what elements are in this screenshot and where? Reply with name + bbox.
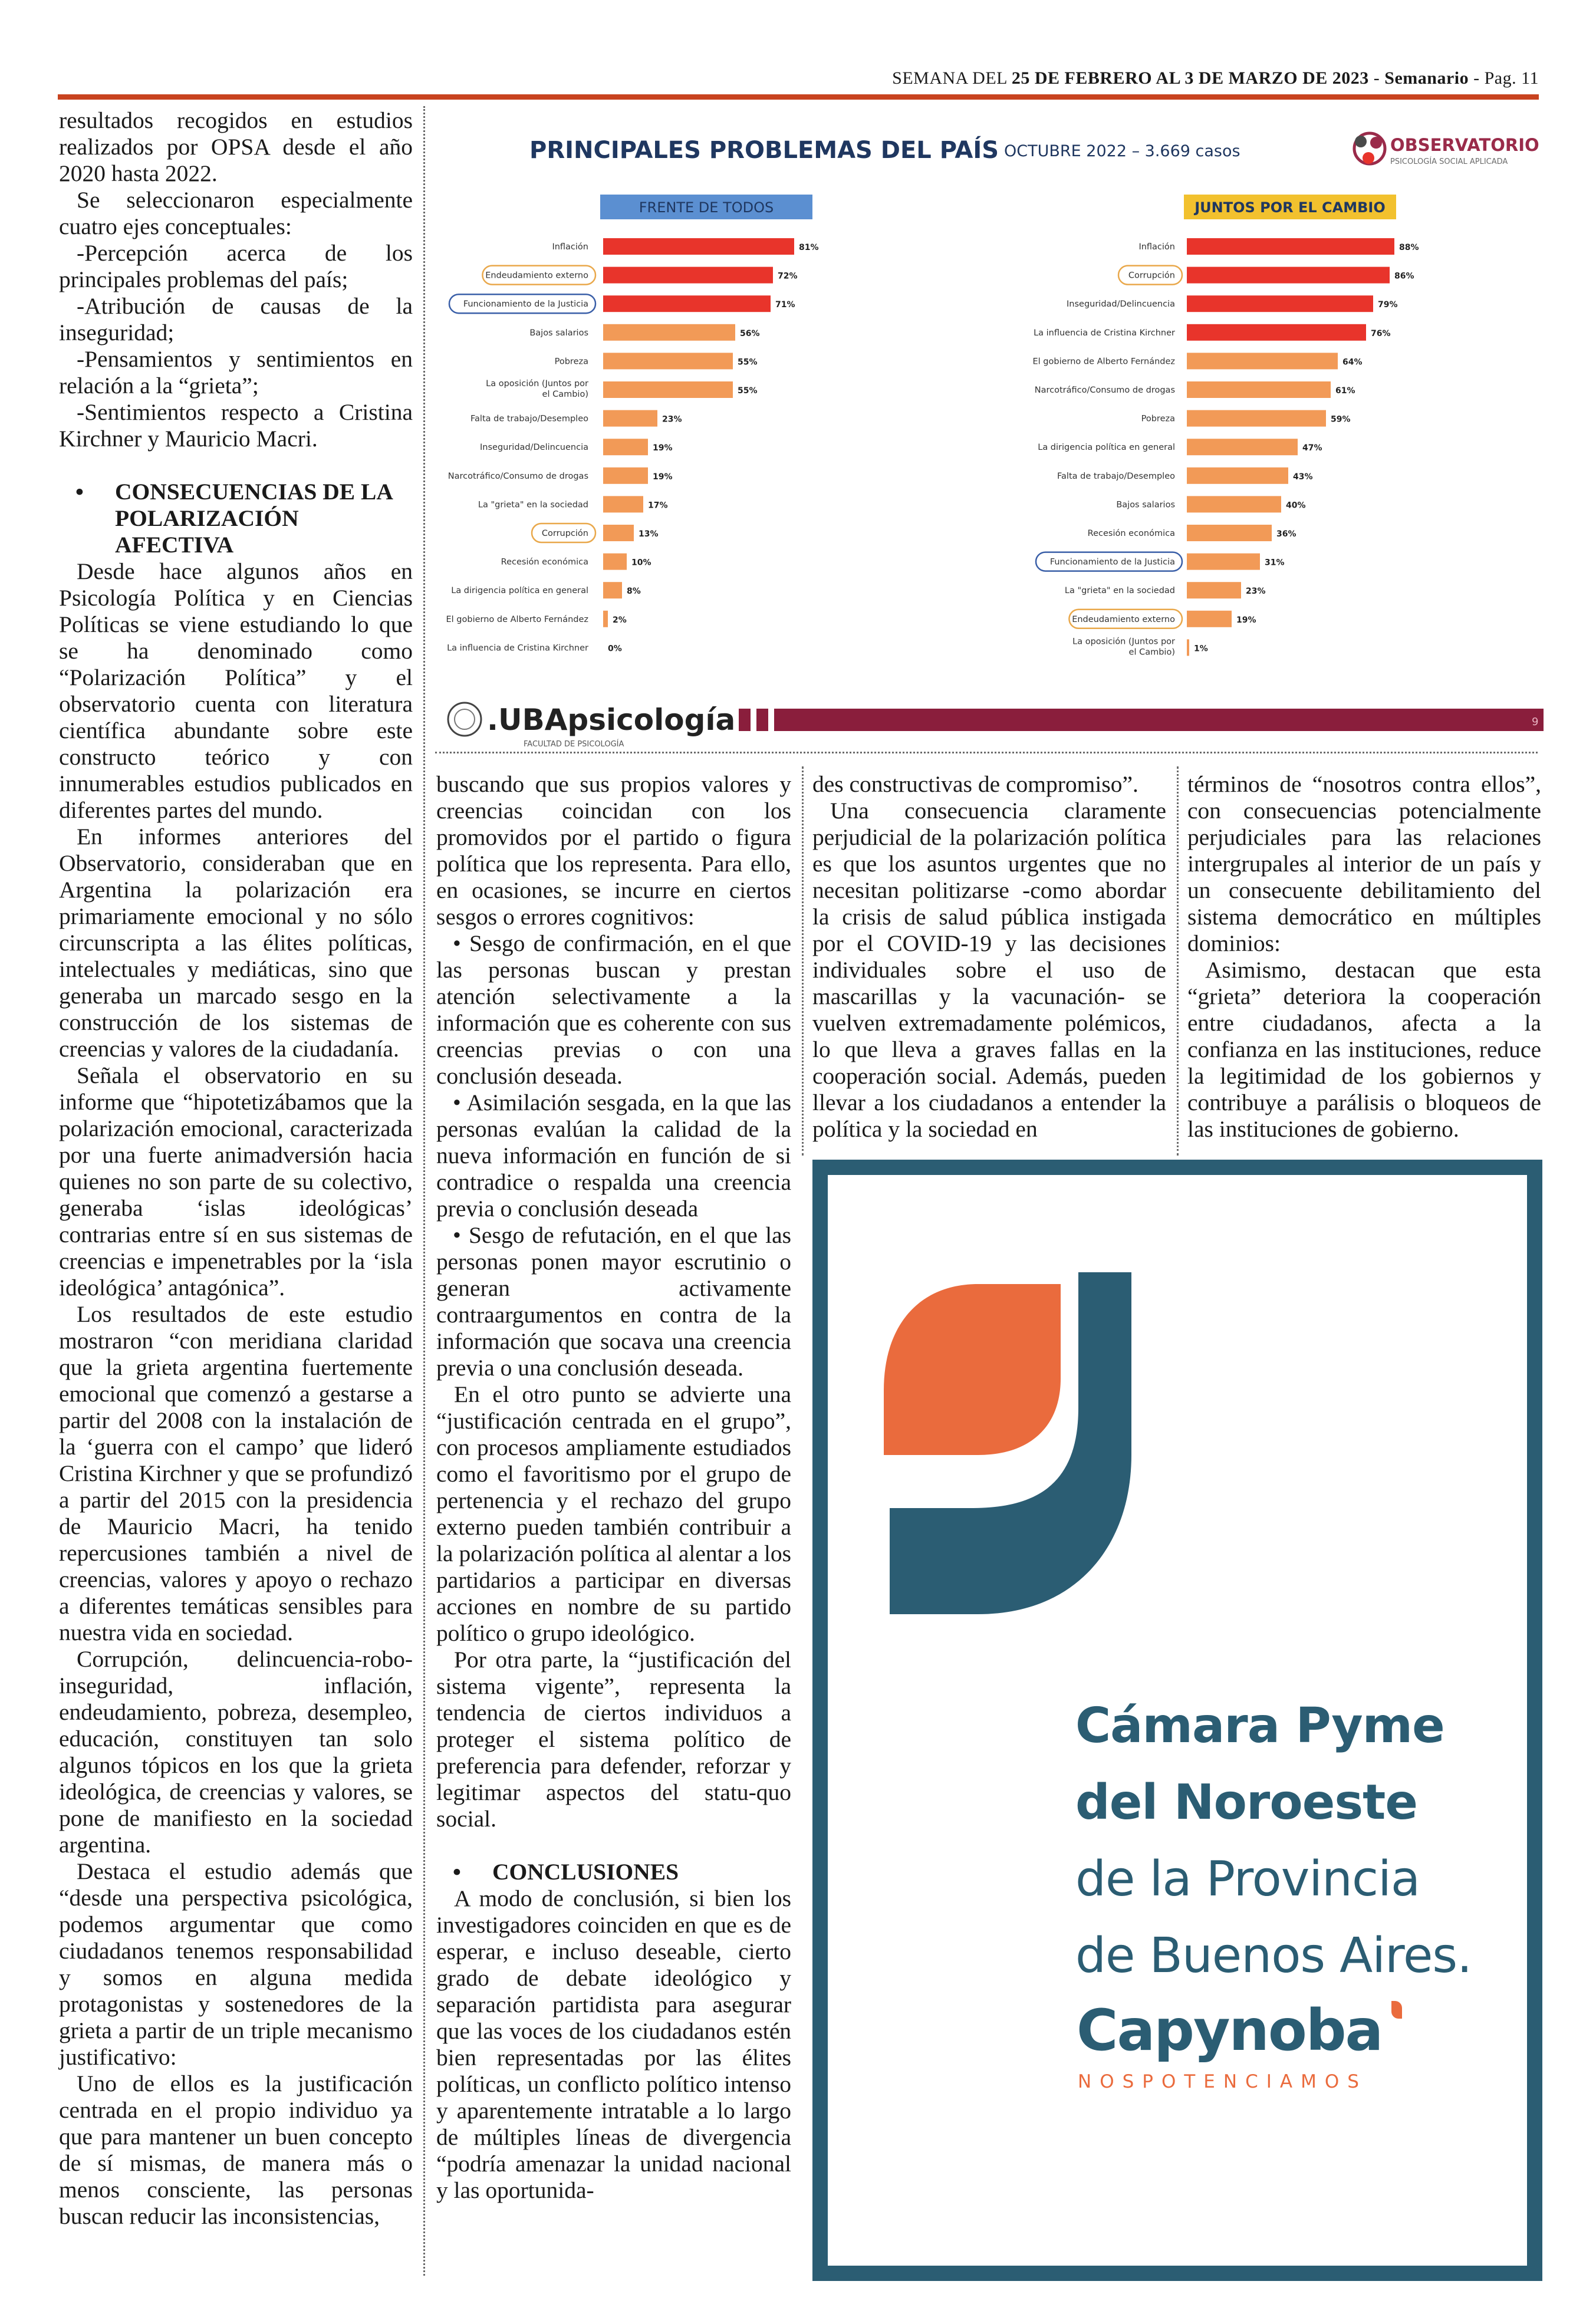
header-prefix: SEMANA DEL	[892, 68, 1012, 88]
chart-value-label: 36%	[1276, 529, 1296, 539]
ad-brand-text: Capynoba	[1077, 1997, 1383, 2063]
chart-category-label: Corrupción	[1128, 271, 1175, 281]
chart-category-label: El gobierno de Alberto Fernández	[446, 614, 588, 624]
chart-value-label: 31%	[1265, 558, 1285, 568]
chart-value-label: 47%	[1302, 443, 1322, 453]
paragraph: A modo de conclusión, si bien los investigadores coinciden en que es de esperar, e incluso deseable, cierto grado de debate ideológico y separación partidista para asegurar que las voces de los ciudadanos estén bien representadas por las élites políticas, un conflicto político intenso y aparentemente intratable a lo largo de múltiples líneas de divergencia “podría amenazar la unidad nacional y las oportunida-	[436, 1885, 791, 2203]
uba-brand-subtext: FACULTAD DE PSICOLOGÍA	[524, 740, 624, 749]
chart-category-label: Corrupción	[541, 529, 588, 538]
ad-headline	[1075, 1688, 1535, 1994]
chart-category-label: La influencia de Cristina Kirchner	[1034, 328, 1175, 338]
header-separator: -	[1368, 68, 1385, 88]
chart-value-label: 2%	[613, 615, 627, 625]
chart-panel-title: FRENTE DE TODOS	[639, 199, 774, 216]
chart-category-label: Inseguridad/Delincuencia	[1067, 299, 1175, 310]
paragraph: Una consecuencia claramente perjudicial de la polarización política es que los asuntos urgentes que no necesitan politizarse -como abordar la crisis de salud pública instigada por el COVID-19 y las decisiones individuales sobre el uso de mascarillas y la vacunación- se vuelven extremadamente polémicos, lo que lleva a graves fallas en la cooperación social. Además, pueden llevar a los ciudadanos a entender la política y la sociedad en	[812, 798, 1166, 1142]
chart-bar	[603, 468, 648, 484]
chart-category-label: Funcionamiento de la Justicia	[1049, 557, 1175, 567]
chart-bar	[1187, 381, 1331, 398]
column-1	[59, 107, 413, 2230]
observatorio-logo-subtext: PSICOLOGÍA SOCIAL APLICADA	[1390, 157, 1508, 166]
ad-line-1: Cámara Pyme	[1075, 1698, 1444, 1754]
chart-bar	[1187, 525, 1272, 541]
chart-value-label: 13%	[639, 529, 659, 539]
ad-line-2: del Noroeste	[1075, 1775, 1417, 1831]
chart-bar	[603, 496, 643, 512]
chart-value-label: 59%	[1331, 414, 1351, 424]
paragraph: des constructivas de compromiso”.	[812, 771, 1138, 797]
brand-accent-icon	[1391, 2001, 1402, 2019]
chart-category-label: Endeudamiento externo	[1072, 614, 1175, 624]
chart-bar	[603, 381, 733, 398]
paragraph: términos de “nosotros contra ellos”, con consecuencias potencialmente perjudiciales para las relaciones intergrupales al interior de un país y un consecuente debilitamiento del sistema democrático en múltiples dominios:	[1187, 771, 1541, 956]
chart-bar	[1187, 554, 1260, 570]
chart-category-label: La dirigencia política en general	[451, 586, 588, 596]
paragraph: -Sentimientos respecto a Cristina Kirchner y Mauricio Macri.	[59, 399, 413, 452]
chart-category-label: Bajos salarios	[529, 328, 588, 338]
header-text	[892, 68, 1539, 88]
paragraph: -Percepción acerca de los principales problemas del país;	[59, 240, 413, 292]
chart-bar	[603, 410, 657, 427]
chart-bar	[603, 324, 735, 341]
paragraph: En el otro punto se advierte una “justificación centrada en el grupo”, con procesos ampliamente estudiados como el favoritismo por el grupo de pertenencia y el rechazo del grupo externo pueden también contribuir a la polarización política al alentar a los partidarios a participar en diversas acciones en nombre de su partido político o grupo ideológico.	[436, 1381, 791, 1646]
paragraph: Señala el observatorio en su informe que “hipotetizábamos que la polarización emocional, caracterizada por una fuerte animadversión hacia quienes no son parte de su colectivo, generaba ‘islas ideológicas’ contrarias entre sí en sus sistemas de creencias e impenetrables por la ‘isla ideológica’ antagónica”.	[59, 1062, 413, 1301]
paragraph: Por otra parte, la “justificación del sistema vigente”, representa la tendencia de ciertos individuos a proteger el sistema político de preferencia para defender, reforzar y legitimar aspectos del statu-quo social.	[436, 1647, 791, 1832]
paragraph: Destaca el estudio además que “desde una perspectiva psicológica, podemos argumentar que como ciudadanos tenemos responsabilidad y somos en alguna medida protagonistas y sostenedores de la grieta a partir de un triple mecanismo justificativo:	[59, 1858, 413, 2070]
chart-category-label: Inseguridad/Delincuencia	[480, 443, 588, 453]
bullet-item: • Sesgo de confirmación, en el que las personas buscan y prestan atención selectivamente a la información que es coherente con sus creencias previas o con una conclusión deseada.	[436, 930, 791, 1089]
chart-category-label: Endeudamiento externo	[485, 271, 588, 281]
section-heading: • CONCLUSIONES	[436, 1859, 791, 1885]
header-paper-name: Semanario	[1384, 68, 1469, 88]
uba-bar-mark	[756, 709, 768, 731]
chart-value-label: 0%	[608, 644, 622, 654]
chart-category-label: La influencia de Cristina Kirchner	[447, 643, 588, 653]
column-divider	[1177, 766, 1179, 1156]
column-divider	[802, 766, 804, 1156]
chart-title: PRINCIPALES PROBLEMAS DEL PAÍS	[529, 137, 999, 164]
chart-panel-title: JUNTOS POR EL CAMBIO	[1194, 199, 1386, 216]
chart-value-label: 23%	[662, 414, 682, 424]
chart-value-label: 86%	[1394, 271, 1414, 281]
chart-value-label: 72%	[778, 271, 798, 281]
capynoba-logo-mark	[884, 1260, 1131, 1614]
paragraph: Asimismo, destacan que esta “grieta” deteriora la cooperación entre ciudadanos, afecta a la confianza en las instituciones, reduce la legitimidad de los gobiernos y contribuye a parálisis o bloqueos de las instituciones de gobierno.	[1187, 957, 1541, 1142]
chart-value-label: 64%	[1342, 357, 1363, 367]
chart-category-label: Inflación	[552, 242, 588, 252]
page-header	[58, 64, 1539, 100]
paragraph: -Pensamientos y sentimientos en relación a la “grieta”;	[59, 346, 413, 399]
chart-bar	[1187, 439, 1298, 455]
logo-orange-leaf	[884, 1284, 1061, 1455]
chart-category-label: Pobreza	[1141, 414, 1175, 424]
chart-category-label: Narcotráfico/Consumo de drogas	[1034, 386, 1175, 395]
chart-value-label: 10%	[631, 558, 651, 568]
chart-bar	[1187, 410, 1326, 427]
bullet-item: • Asimilación sesgada, en la que las personas evalúan la calidad de la nueva información en función de si contradice o respalda una creencia previa o conclusión deseada	[436, 1089, 791, 1222]
header-dates: 25 DE FEBRERO AL 3 DE MARZO DE 2023	[1011, 68, 1369, 88]
chart-value-label: 76%	[1371, 328, 1391, 338]
chart-value-label: 43%	[1293, 472, 1313, 482]
chart-value-label: 19%	[653, 443, 673, 453]
paragraph: En informes anteriores del Observatorio, consideraban que en Argentina la polarización era primariamente emocional y no sólo circunscripta a las élites políticas, intelectuales y mediáticas, sino que generaba un marcado sesgo en la construcción de los sistemas de creencias y valores de la ciudadanía.	[59, 824, 413, 1062]
chart-category-label: El gobierno de Alberto Fernández	[1032, 357, 1175, 367]
observatorio-logo-dot	[1355, 136, 1367, 147]
paragraph: Corrupción, delincuencia-robo-inseguridad, inflación, endeudamiento, pobreza, desempleo, educación, constituyen tan solo algunos tópicos en los que la grieta ideológica, de creencias y valores, se pone de manifiesto en la sociedad argentina.	[59, 1646, 413, 1858]
ad-line-4: de Buenos Aires.	[1075, 1928, 1472, 1984]
header-page-number: Pag. 11	[1484, 68, 1539, 88]
advertisement[interactable]	[812, 1160, 1542, 2281]
header-separator: -	[1469, 68, 1485, 88]
chart-bar	[1187, 267, 1390, 284]
chart-category-label: Inflación	[1138, 242, 1175, 252]
chart-bar	[1187, 295, 1373, 312]
chart-bar	[603, 267, 773, 284]
paragraph: resultados recogidos en estudios realizados por OPSA desde el año 2020 hasta 2022.	[59, 107, 413, 186]
chart-bar	[603, 554, 627, 570]
section-heading: • CONSECUENCIAS DE LA POLARIZACIÓN AFECTIVA	[59, 479, 413, 558]
uba-bar-mark	[739, 709, 751, 731]
chart-bar	[603, 611, 608, 627]
chart-value-label: 71%	[775, 300, 795, 310]
column-4	[1187, 771, 1541, 1143]
ad-brand-name	[1077, 1997, 1382, 2063]
chart-bar	[603, 353, 733, 369]
paragraph: Desde hace algunos años en Psicología Política y en Ciencias Políticas se viene estudiando lo que se ha denominado como “Polarización Política” y el observatorio cuenta con literatura científica abundante sobre este constructo teórico y con innumerables estudios publicados en diferentes partes del mundo.	[59, 558, 413, 823]
chart-bar	[1187, 468, 1288, 484]
chart-value-label: 19%	[653, 472, 673, 482]
paragraph: Uno de ellos es la justificación centrada en el propio individuo ya que para mantener un buen concepto de sí mismas, de manera más o menos consciente, las personas buscan reducir las inconsistencias,	[59, 2071, 413, 2229]
chart-divider	[435, 752, 1538, 753]
chart-bar	[1187, 639, 1189, 656]
chart-value-label: 56%	[740, 328, 760, 338]
chart-value-label: 19%	[1236, 615, 1256, 625]
paragraph: Los resultados de este estudio mostraron “con meridiana claridad que la grieta argentina fuertemente emocional que comenzó a gestarse a partir del 2008 con la instalación de la ‘guerra con el campo’ que lideró Cristina Kirchner y que se profundizó a partir del 2015 con la presidencia de Mauricio Macri, ha tenido repercusiones también a nivel de creencias, valores y apoyo o rechazo a diferentes temáticas sensibles para nuestra vida en sociedad.	[59, 1301, 413, 1645]
chart-svg	[441, 112, 1544, 749]
chart-bar	[603, 525, 634, 541]
chart-value-label: 1%	[1194, 644, 1208, 654]
chart-value-label: 40%	[1286, 501, 1306, 511]
chart-bar	[1187, 324, 1366, 341]
observatorio-logo-dot	[1363, 152, 1374, 164]
chart-category-label: Funcionamiento de la Justicia	[463, 299, 588, 310]
chart-category-label: Narcotráfico/Consumo de drogas	[447, 471, 588, 481]
uba-footer-band	[774, 709, 1544, 731]
chart-value-label: 17%	[648, 501, 668, 511]
chart-category-label: La dirigencia política en general	[1038, 443, 1175, 453]
chart-value-label: 81%	[799, 243, 819, 252]
ad-line-3: de la Provincia	[1075, 1851, 1420, 1907]
chart-category-label: La oposición (Juntos por el Cambio)	[486, 379, 588, 399]
chart-category-label: Falta de trabajo/Desempleo	[470, 414, 588, 424]
uba-brand-text: .UBApsicología	[487, 703, 736, 737]
chart-bar	[1187, 611, 1232, 627]
paragraph: -Atribución de causas de la inseguridad;	[59, 293, 413, 345]
chart-category-label: La "grieta" en la sociedad	[1064, 586, 1175, 596]
chart-category-label: Recesión económica	[501, 557, 588, 567]
chart-bar	[603, 295, 771, 312]
chart-value-label: 55%	[738, 386, 758, 396]
bullet-item: • Sesgo de refutación, en el que las personas ponen mayor escrutinio o generan activamente contraargumentos en contra de la información que socava una creencia previa o una conclusión deseada.	[436, 1222, 791, 1381]
chart-bar	[1187, 238, 1394, 255]
chart-value-label: 79%	[1378, 300, 1398, 310]
chart-value-label: 55%	[738, 357, 758, 367]
column-divider	[423, 106, 425, 2276]
paragraph: Se seleccionaron especialmente cuatro ejes conceptuales:	[59, 187, 413, 239]
chart-category-label: La oposición (Juntos por el Cambio)	[1072, 637, 1175, 657]
chart-bar	[1187, 353, 1338, 369]
paragraph: buscando que sus propios valores y creencias coincidan con los promovidos por el partido o figura política que los representa. Para ello, en ocasiones, se incurre en ciertos sesgos o errores cognitivos:	[436, 771, 791, 930]
observatorio-logo-text: OBSERVATORIO	[1390, 135, 1539, 155]
chart-category-label: Recesión económica	[1087, 529, 1175, 538]
header-rule	[58, 94, 1539, 100]
chart-category-label: La "grieta" en la sociedad	[478, 500, 588, 510]
observatorio-logo-dot	[1370, 137, 1382, 149]
ad-tagline: NOSPOTENCIAMOS	[1078, 2071, 1367, 2092]
chart-category-label: Falta de trabajo/Desempleo	[1057, 471, 1175, 481]
chart-value-label: 8%	[627, 587, 641, 597]
chart-bar	[603, 439, 648, 455]
chart-image	[441, 112, 1544, 749]
column-3	[812, 771, 1166, 1143]
chart-category-label: Bajos salarios	[1116, 500, 1175, 510]
chart-value-label: 61%	[1335, 386, 1355, 396]
chart-bar	[603, 238, 794, 255]
chart-bar	[1187, 582, 1241, 598]
uba-seal-icon	[448, 703, 481, 736]
chart-value-label: 88%	[1399, 243, 1419, 252]
column-2	[436, 771, 791, 2204]
chart-bar	[603, 582, 622, 598]
chart-subtitle: OCTUBRE 2022 – 3.669 casos	[1004, 142, 1240, 160]
chart-bar	[1187, 496, 1281, 512]
chart-value-label: 23%	[1246, 587, 1266, 597]
chart-category-label: Pobreza	[554, 357, 588, 367]
slide-number: 9	[1532, 716, 1539, 728]
